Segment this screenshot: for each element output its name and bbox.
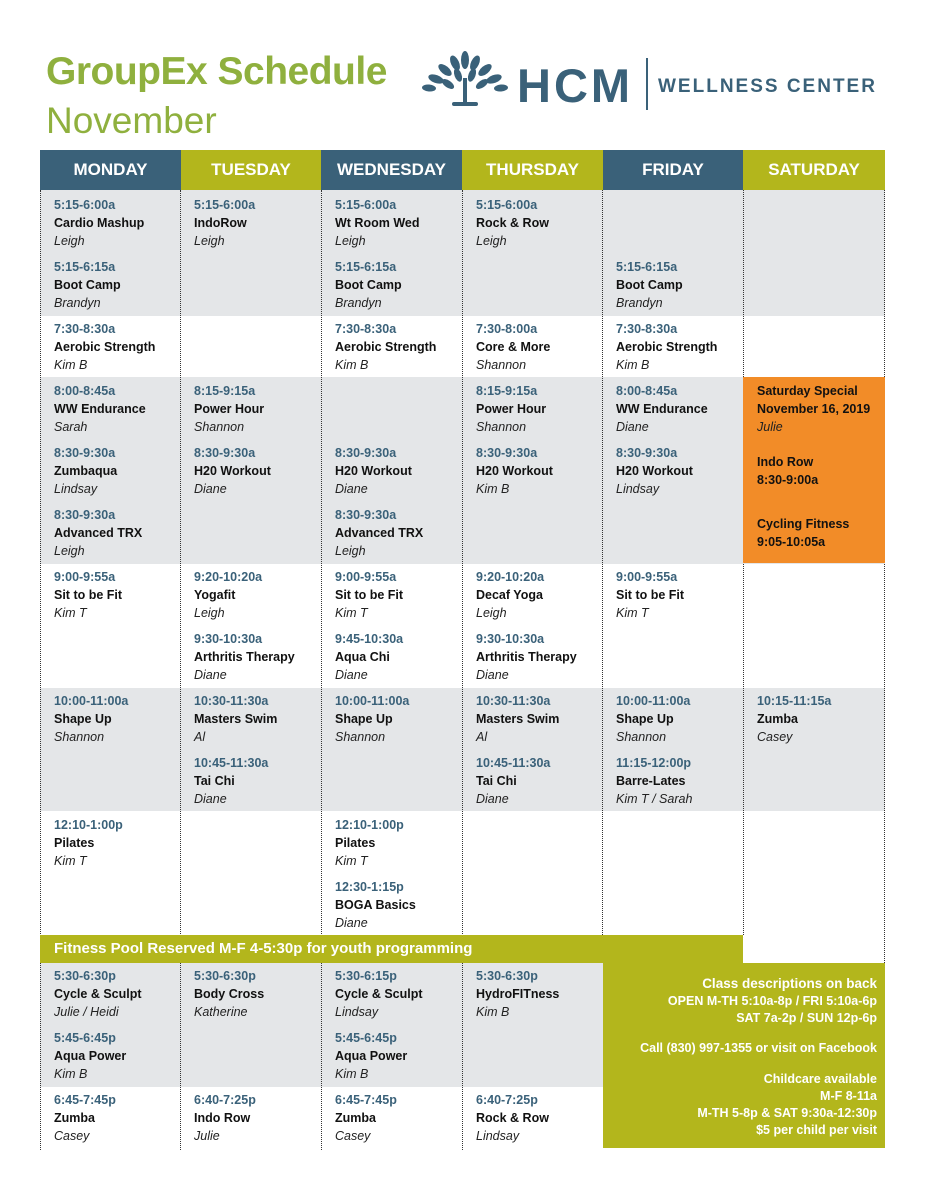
class-entry <box>335 196 419 258</box>
info-hours-weekday: OPEN M-TH 5:10a-8p / FRI 5:10a-6p <box>667 994 877 1008</box>
class-instructor: Kim T <box>335 606 368 620</box>
class-name: HydroFITness <box>476 987 560 1001</box>
class-name: Rock & Row <box>476 1111 549 1125</box>
class-time: 9:00-9:55a <box>335 570 397 584</box>
class-entry <box>616 692 690 754</box>
class-name: Sit to be Fit <box>616 588 685 602</box>
logo-brand: HCM <box>517 59 634 112</box>
class-entry <box>54 382 146 444</box>
hcm-logo <box>422 48 892 118</box>
class-time: 12:30-1:15p <box>335 880 404 894</box>
class-entry <box>54 506 142 568</box>
class-entry <box>54 692 128 754</box>
class-instructor: Lindsay <box>54 482 98 496</box>
class-instructor: Diane <box>194 482 227 496</box>
class-name: Masters Swim <box>476 712 560 726</box>
class-name: Indo Row <box>194 1111 251 1125</box>
class-instructor: Kim T / Sarah <box>616 792 693 806</box>
class-time: 7:30-8:30a <box>616 322 678 336</box>
special-class-2: Cycling Fitness <box>757 517 850 531</box>
class-instructor: Diane <box>476 668 509 682</box>
class-instructor: Kim B <box>335 358 369 372</box>
class-time: 6:45-7:45p <box>54 1093 116 1107</box>
class-instructor: Lindsay <box>476 1129 520 1143</box>
class-name: WW Endurance <box>54 402 146 416</box>
class-time: 10:15-11:15a <box>757 694 832 708</box>
class-instructor: Katherine <box>194 1005 248 1019</box>
class-entry <box>335 568 403 630</box>
class-time: 5:15-6:15a <box>54 260 116 274</box>
class-instructor: Kim B <box>476 482 510 496</box>
class-entry <box>335 878 416 940</box>
class-name: Arthritis Therapy <box>476 650 577 664</box>
class-name: Boot Camp <box>54 278 121 292</box>
class-instructor: Casey <box>757 730 793 744</box>
class-time: 12:10-1:00p <box>335 818 404 832</box>
class-name: Cardio Mashup <box>54 216 145 230</box>
class-instructor: Brandyn <box>54 296 101 310</box>
class-entry <box>54 444 117 506</box>
class-entry <box>476 444 553 506</box>
class-name: Shape Up <box>335 712 393 726</box>
class-instructor: Kim B <box>335 1067 369 1081</box>
class-time: 6:45-7:45p <box>335 1093 397 1107</box>
class-instructor: Kim T <box>54 854 87 868</box>
class-name: Wt Room Wed <box>335 216 420 230</box>
info-childcare-hours-2: M-TH 5-8p & SAT 9:30a-12:30p <box>697 1106 877 1120</box>
class-time: 9:30-10:30a <box>194 632 263 646</box>
class-entry <box>194 568 262 630</box>
class-entry <box>54 568 122 630</box>
column-divider <box>602 190 603 935</box>
class-name: Yogafit <box>194 588 236 602</box>
class-name: Rock & Row <box>476 216 549 230</box>
class-instructor: Diane <box>194 668 227 682</box>
class-name: Core & More <box>476 340 551 354</box>
class-instructor: Leigh <box>335 544 366 558</box>
class-time: 5:45-6:45p <box>335 1031 397 1045</box>
special-date: November 16, 2019 <box>757 402 871 416</box>
class-name: Cycle & Sculpt <box>54 987 142 1001</box>
class-entry <box>194 196 255 258</box>
class-time: 10:45-11:30a <box>194 756 269 770</box>
column-divider <box>40 190 41 1150</box>
class-entry <box>476 1091 549 1153</box>
class-instructor: Kim T <box>335 854 368 868</box>
class-time: 5:15-6:15a <box>616 260 678 274</box>
class-time: 10:30-11:30a <box>194 694 269 708</box>
class-instructor: Kim B <box>54 358 88 372</box>
class-instructor: Diane <box>335 668 368 682</box>
class-instructor: Kim B <box>616 358 650 372</box>
class-name: Boot Camp <box>335 278 402 292</box>
class-name: Sit to be Fit <box>54 588 123 602</box>
class-entry <box>54 1091 116 1153</box>
class-instructor: Leigh <box>54 544 85 558</box>
class-time: 9:00-9:55a <box>54 570 116 584</box>
class-name: Masters Swim <box>194 712 278 726</box>
class-instructor: Leigh <box>476 234 507 248</box>
class-entry <box>616 320 717 382</box>
class-name: Pilates <box>54 836 95 850</box>
class-entry <box>335 320 436 382</box>
class-name: Tai Chi <box>476 774 517 788</box>
class-instructor: Brandyn <box>335 296 382 310</box>
class-time: 8:30-9:30a <box>335 508 397 522</box>
class-time: 5:45-6:45p <box>54 1031 116 1045</box>
class-entry <box>335 258 402 320</box>
class-instructor: Shannon <box>616 730 667 744</box>
pool-notice-bar: Fitness Pool Reserved M-F 4-5:30p for youth programming <box>40 935 743 963</box>
class-instructor: Lindsay <box>616 482 660 496</box>
class-name: Cycle & Sculpt <box>335 987 423 1001</box>
special-time-2: 9:05-10:05a <box>757 535 826 549</box>
class-instructor: Kim T <box>54 606 87 620</box>
class-time: 5:15-6:00a <box>194 198 256 212</box>
info-childcare-title: Childcare available <box>763 1072 877 1086</box>
class-instructor: Shannon <box>476 420 527 434</box>
class-instructor: Leigh <box>335 234 366 248</box>
class-entry <box>476 568 544 630</box>
class-name: H20 Workout <box>616 464 693 478</box>
class-name: Boot Camp <box>616 278 683 292</box>
class-instructor: Shannon <box>54 730 105 744</box>
class-time: 8:30-9:30a <box>616 446 678 460</box>
class-instructor: Leigh <box>194 606 225 620</box>
class-time: 11:15-12:00p <box>616 756 692 770</box>
class-name: Power Hour <box>194 402 265 416</box>
class-instructor: Julie <box>194 1129 220 1143</box>
column-divider <box>180 190 181 1150</box>
class-entry <box>194 692 277 754</box>
class-instructor: Leigh <box>54 234 85 248</box>
column-divider <box>321 190 322 1150</box>
class-time: 6:40-7:25p <box>194 1093 256 1107</box>
class-instructor: Leigh <box>476 606 507 620</box>
class-instructor: Shannon <box>194 420 245 434</box>
class-entry <box>54 196 144 258</box>
column-divider <box>884 190 885 965</box>
class-entry <box>54 967 142 1029</box>
class-instructor: Sarah <box>54 420 88 434</box>
class-instructor: Diane <box>335 916 368 930</box>
class-time: 8:30-9:30a <box>335 446 397 460</box>
class-instructor: Lindsay <box>335 1005 379 1019</box>
class-entry <box>335 1029 407 1091</box>
class-entry <box>194 1091 256 1153</box>
info-hours-weekend: SAT 7a-2p / SUN 12p-6p <box>736 1011 877 1025</box>
class-name: H20 Workout <box>476 464 553 478</box>
class-time: 9:20-10:20a <box>476 570 545 584</box>
header-tuesday: TUESDAY <box>181 150 321 190</box>
class-name: Tai Chi <box>194 774 235 788</box>
class-entry <box>616 754 692 816</box>
class-name: Aerobic Strength <box>54 340 156 354</box>
info-childcare-hours-1: M-F 8-11a <box>820 1089 877 1103</box>
info-childcare-price: $5 per child per visit <box>756 1123 877 1137</box>
class-name: Pilates <box>335 836 376 850</box>
page-subtitle-month: November <box>46 100 217 141</box>
class-time: 10:45-11:30a <box>476 756 551 770</box>
header-thursday: THURSDAY <box>462 150 603 190</box>
class-entry <box>476 630 577 692</box>
class-entry <box>194 754 268 816</box>
class-instructor: Casey <box>335 1129 371 1143</box>
class-name: IndoRow <box>194 216 247 230</box>
class-instructor: Brandyn <box>616 296 663 310</box>
class-time: 6:40-7:25p <box>476 1093 538 1107</box>
info-contact: Call (830) 997-1355 or visit on Facebook <box>640 1041 877 1055</box>
class-time: 10:00-11:00a <box>335 694 410 708</box>
class-time: 5:15-6:00a <box>476 198 538 212</box>
class-time: 5:15-6:15a <box>335 260 397 274</box>
tree-icon <box>422 50 508 108</box>
class-name: Aerobic Strength <box>616 340 718 354</box>
class-time: 8:30-9:30a <box>194 446 256 460</box>
class-name: Decaf Yoga <box>476 588 543 602</box>
class-entry <box>476 967 559 1029</box>
class-time: 8:15-9:15a <box>194 384 256 398</box>
class-time: 5:15-6:00a <box>335 198 397 212</box>
class-name: H20 Workout <box>335 464 412 478</box>
class-name: WW Endurance <box>616 402 708 416</box>
class-name: H20 Workout <box>194 464 271 478</box>
class-entry <box>54 816 123 878</box>
class-instructor: Julie / Heidi <box>54 1005 119 1019</box>
header-saturday: SATURDAY <box>743 150 885 190</box>
class-name: Aqua Power <box>335 1049 408 1063</box>
class-time: 7:30-8:30a <box>335 322 397 336</box>
class-time: 9:30-10:30a <box>476 632 545 646</box>
class-name: Zumba <box>757 712 798 726</box>
class-time: 8:30-9:30a <box>54 446 116 460</box>
header-wednesday: WEDNESDAY <box>321 150 462 190</box>
class-name: Zumba <box>54 1111 95 1125</box>
class-entry <box>335 630 403 692</box>
class-entry <box>335 692 409 754</box>
class-time: 5:15-6:00a <box>54 198 116 212</box>
class-name: Body Cross <box>194 987 265 1001</box>
class-instructor: Diane <box>194 792 227 806</box>
saturday-special-box <box>743 377 885 563</box>
class-time: 8:00-8:45a <box>616 384 678 398</box>
class-time: 5:30-6:30p <box>476 969 538 983</box>
class-entry <box>335 816 404 878</box>
class-entry <box>757 692 831 754</box>
class-time: 8:00-8:45a <box>54 384 116 398</box>
class-name: Power Hour <box>476 402 547 416</box>
class-name: Zumba <box>335 1111 376 1125</box>
info-class-descriptions: Class descriptions on back <box>702 976 877 991</box>
class-entry <box>616 382 708 444</box>
class-entry <box>476 382 546 444</box>
class-time: 10:30-11:30a <box>476 694 551 708</box>
class-entry <box>194 967 264 1029</box>
class-entry <box>194 444 271 506</box>
class-name: Arthritis Therapy <box>194 650 295 664</box>
class-name: Sit to be Fit <box>335 588 404 602</box>
class-time: 12:10-1:00p <box>54 818 123 832</box>
class-time: 9:00-9:55a <box>616 570 678 584</box>
class-name: Aqua Power <box>54 1049 127 1063</box>
info-box <box>603 963 885 1148</box>
class-instructor: Al <box>194 730 206 744</box>
class-instructor: Diane <box>616 420 649 434</box>
class-instructor: Al <box>476 730 488 744</box>
class-instructor: Leigh <box>194 234 225 248</box>
class-entry <box>335 506 423 568</box>
class-instructor: Casey <box>54 1129 90 1143</box>
class-time: 9:20-10:20a <box>194 570 263 584</box>
class-name: Aerobic Strength <box>335 340 437 354</box>
class-name: BOGA Basics <box>335 898 416 912</box>
class-entry <box>335 1091 397 1153</box>
class-time: 10:00-11:00a <box>54 694 129 708</box>
class-time: 8:30-9:30a <box>476 446 538 460</box>
class-instructor: Shannon <box>335 730 386 744</box>
class-entry <box>616 568 684 630</box>
special-title: Saturday Special <box>757 384 858 398</box>
class-entry <box>194 630 295 692</box>
class-time: 9:45-10:30a <box>335 632 404 646</box>
class-instructor: Diane <box>335 482 368 496</box>
class-entry <box>335 967 423 1029</box>
class-entry <box>476 196 549 258</box>
special-instructor: Julie <box>757 420 783 434</box>
special-time-1: 8:30-9:00a <box>757 473 819 487</box>
class-entry <box>476 320 550 382</box>
class-entry <box>476 754 550 816</box>
class-entry <box>54 1029 126 1091</box>
class-time: 5:30-6:30p <box>194 969 256 983</box>
header-friday: FRIDAY <box>603 150 743 190</box>
class-time: 8:15-9:15a <box>476 384 538 398</box>
class-instructor: Kim T <box>616 606 649 620</box>
class-name: Shape Up <box>616 712 674 726</box>
class-time: 10:00-11:00a <box>616 694 691 708</box>
class-time: 5:30-6:15p <box>335 969 397 983</box>
class-time: 7:30-8:00a <box>476 322 538 336</box>
class-entry <box>616 258 683 320</box>
class-instructor: Shannon <box>476 358 527 372</box>
class-time: 7:30-8:30a <box>54 322 116 336</box>
special-class-1: Indo Row <box>757 455 814 469</box>
class-entry <box>54 258 121 320</box>
class-time: 5:30-6:30p <box>54 969 116 983</box>
page-title: GroupEx Schedule <box>46 50 387 93</box>
class-instructor: Kim B <box>54 1067 88 1081</box>
class-name: Advanced TRX <box>54 526 143 540</box>
class-entry <box>335 444 412 506</box>
class-instructor: Diane <box>476 792 509 806</box>
class-name: Advanced TRX <box>335 526 424 540</box>
class-entry <box>616 444 693 506</box>
class-name: Aqua Chi <box>335 650 390 664</box>
class-instructor: Kim B <box>476 1005 510 1019</box>
class-entry <box>194 382 264 444</box>
class-name: Zumbaqua <box>54 464 118 478</box>
logo-divider <box>646 58 648 110</box>
header-monday: MONDAY <box>40 150 181 190</box>
class-name: Barre-Lates <box>616 774 686 788</box>
logo-subtitle: WELLNESS CENTER <box>658 76 877 97</box>
class-entry <box>476 692 559 754</box>
class-name: Shape Up <box>54 712 112 726</box>
class-time: 8:30-9:30a <box>54 508 116 522</box>
column-divider <box>462 190 463 1150</box>
class-entry <box>54 320 155 382</box>
